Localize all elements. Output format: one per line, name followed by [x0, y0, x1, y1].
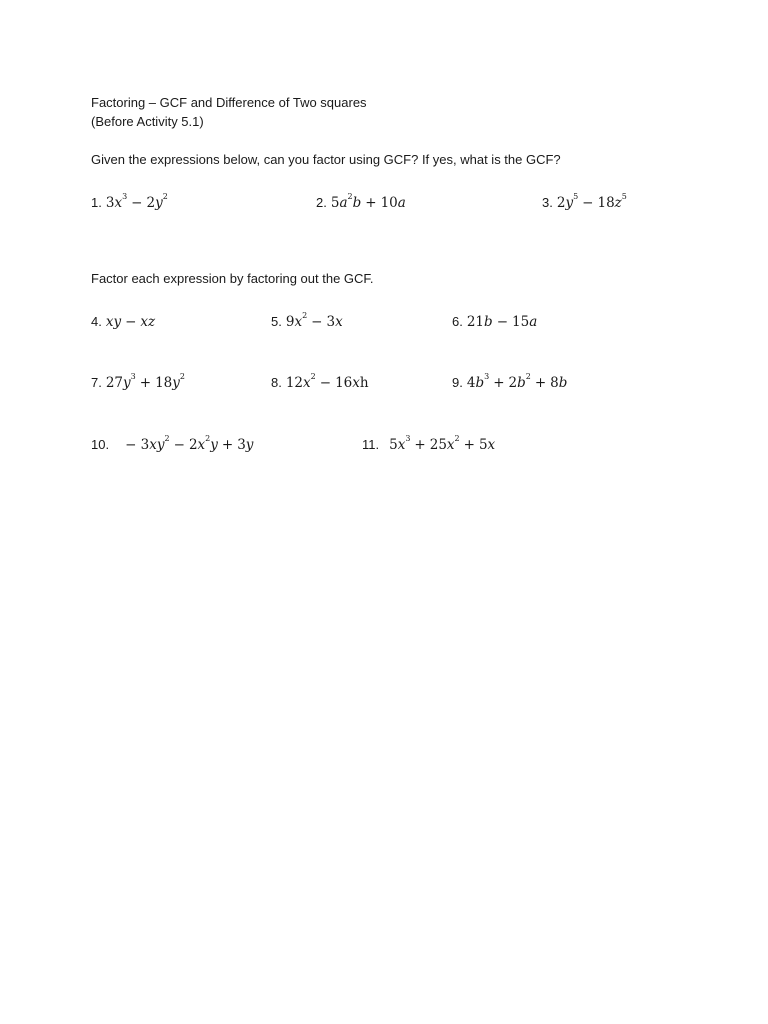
problem-4: [91, 313, 155, 331]
problem-10-number: 10.: [91, 437, 110, 452]
problem-9: [452, 374, 567, 392]
problem-8: [271, 374, 369, 392]
problem-5-number: 5.: [271, 314, 282, 329]
problem-7: [91, 374, 185, 392]
problem-9-number: 9.: [452, 375, 463, 390]
problem-1: [91, 194, 168, 212]
problem-7-number: 7.: [91, 375, 102, 390]
instruction-factor-gcf: Factor each expression by factoring out the GCF.: [91, 271, 374, 286]
problem-3-expression: $2y^5 - 18z^5$: [556, 192, 627, 211]
problem-2-expression: $5a^2b + 10a$: [330, 192, 406, 211]
problem-4-number: 4.: [91, 314, 102, 329]
problem-11: [362, 436, 495, 454]
problem-10: [91, 436, 253, 454]
problem-4-expression: xy − xz: [105, 314, 156, 330]
problem-8-number: 8.: [271, 375, 282, 390]
problem-3-number: 3.: [542, 195, 553, 210]
problem-1-number: 1.: [91, 195, 102, 210]
instruction-gcf-question: Given the expressions below, can you factor using GCF? If yes, what is the GCF?: [91, 152, 561, 167]
problem-5-expression: $9x^2 - 3x$: [285, 311, 343, 330]
problem-6-expression: 21b − 15a: [466, 314, 538, 330]
problem-8-expression: $12x^2 - 16xh$: [285, 372, 369, 391]
worksheet-subtitle: (Before Activity 5.1): [91, 114, 204, 129]
problem-6-number: 6.: [452, 314, 463, 329]
problem-11-number: 11.: [362, 437, 380, 452]
problem-5: [271, 313, 343, 331]
problem-7-expression: $27y^3 + 18y^2$: [105, 372, 185, 391]
problem-3: [542, 194, 627, 212]
problem-1-expression: $3x^3 - 2y^2$: [105, 192, 168, 211]
worksheet-title: Factoring – GCF and Difference of Two squares: [91, 95, 367, 110]
problem-10-expression: − $3xy^2 - 2x^2y + 3y$: [125, 434, 254, 453]
problem-2: [316, 194, 406, 212]
problem-2-number: 2.: [316, 195, 327, 210]
problem-6: [452, 313, 537, 331]
problem-11-expression: $5x^3 + 25x^2 + 5x$: [389, 434, 496, 453]
problem-9-expression: $4b^3 + 2b^2 + 8b$: [466, 372, 568, 391]
